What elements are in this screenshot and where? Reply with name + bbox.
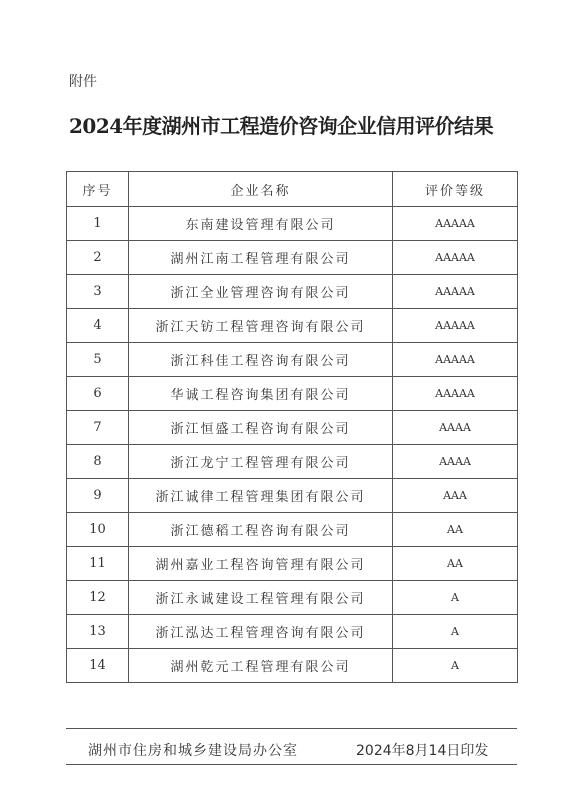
row-rating-grade: AAAAA (393, 343, 518, 377)
row-company-name: 浙江德稻工程咨询有限公司 (129, 513, 393, 547)
row-company-name: 湖州乾元工程管理有限公司 (129, 649, 393, 683)
row-rating-grade: AAA (393, 479, 518, 513)
row-rating-grade: AA (393, 513, 518, 547)
table-row (67, 479, 518, 513)
row-rating-grade: A (393, 615, 518, 649)
row-serial-number: 3 (67, 275, 129, 309)
row-company-name: 湖州江南工程管理有限公司 (129, 241, 393, 275)
footer-divider-top (66, 728, 517, 729)
table-row (67, 275, 518, 309)
row-company-name: 浙江科佳工程咨询有限公司 (129, 343, 393, 377)
row-serial-number: 6 (67, 377, 129, 411)
issue-date: 2024年8月14日印发 (356, 743, 489, 759)
row-rating-grade: AAAA (393, 445, 518, 479)
row-rating-grade: AAAAA (393, 241, 518, 275)
row-company-name: 浙江永诚建设工程管理有限公司 (129, 581, 393, 615)
table-row (67, 649, 518, 683)
row-rating-grade: AAAAA (393, 309, 518, 343)
table-row (67, 547, 518, 581)
attachment-label: 附件 (69, 74, 97, 90)
row-serial-number: 5 (67, 343, 129, 377)
row-serial-number: 4 (67, 309, 129, 343)
row-company-name: 浙江诚律工程管理集团有限公司 (129, 479, 393, 513)
row-serial-number: 2 (67, 241, 129, 275)
row-company-name: 浙江泓达工程管理咨询有限公司 (129, 615, 393, 649)
row-serial-number: 12 (67, 581, 129, 615)
row-company-name: 浙江全业管理咨询有限公司 (129, 275, 393, 309)
footer-divider-bottom (66, 764, 517, 765)
row-rating-grade: AAAAA (393, 275, 518, 309)
row-serial-number: 1 (67, 207, 129, 241)
row-serial-number: 8 (67, 445, 129, 479)
table-row (67, 445, 518, 479)
row-company-name: 浙江天钫工程管理咨询有限公司 (129, 309, 393, 343)
table-row (67, 581, 518, 615)
row-company-name: 东南建设管理有限公司 (129, 207, 393, 241)
row-serial-number: 10 (67, 513, 129, 547)
header-serial-number: 序号 (67, 172, 129, 207)
row-rating-grade: A (393, 649, 518, 683)
header-company-name: 企业名称 (129, 172, 393, 207)
row-company-name: 浙江龙宁工程管理有限公司 (129, 445, 393, 479)
table-row (67, 615, 518, 649)
issuing-office: 湖州市住房和城乡建设局办公室 (88, 743, 298, 759)
row-company-name: 华诚工程咨询集团有限公司 (129, 377, 393, 411)
row-serial-number: 11 (67, 547, 129, 581)
credit-rating-table (66, 171, 518, 683)
row-serial-number: 13 (67, 615, 129, 649)
row-rating-grade: A (393, 581, 518, 615)
row-serial-number: 7 (67, 411, 129, 445)
table-row (67, 241, 518, 275)
table-row (67, 377, 518, 411)
header-rating-grade: 评价等级 (393, 172, 518, 207)
row-rating-grade: AA (393, 547, 518, 581)
table-header-row (67, 172, 518, 207)
row-rating-grade: AAAAA (393, 377, 518, 411)
document-title: 2024年度湖州市工程造价咨询企业信用评价结果 (69, 114, 494, 138)
table-row (67, 513, 518, 547)
table-row (67, 343, 518, 377)
table-row (67, 207, 518, 241)
row-rating-grade: AAAAA (393, 207, 518, 241)
row-company-name: 浙江恒盛工程咨询有限公司 (129, 411, 393, 445)
row-serial-number: 9 (67, 479, 129, 513)
table-row (67, 411, 518, 445)
row-serial-number: 14 (67, 649, 129, 683)
row-rating-grade: AAAA (393, 411, 518, 445)
table-row (67, 309, 518, 343)
row-company-name: 湖州嘉业工程咨询管理有限公司 (129, 547, 393, 581)
